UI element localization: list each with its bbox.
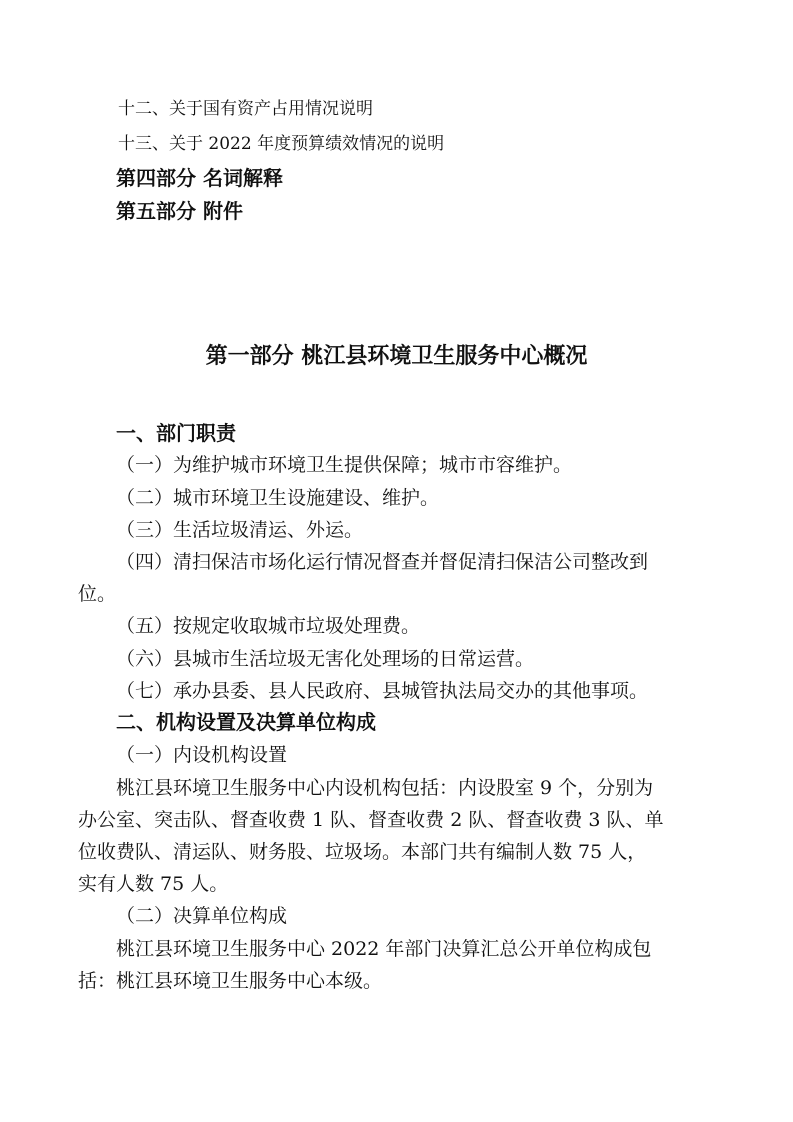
- section-2-heading: 二、机构设置及决算单位构成: [116, 710, 376, 734]
- toc-part-4: 第四部分 名词解释: [116, 166, 283, 190]
- org-para-line-3: 位收费队、清运队、财务股、垃圾场。本部门共有编制人数 75 人，: [78, 841, 647, 863]
- duty-item-4: （四）清扫保洁市场化运行情况督查并督促清扫保洁公司整改到: [116, 551, 649, 573]
- section-1-heading: 一、部门职责: [116, 421, 236, 445]
- duty-item-3: （三）生活垃圾清运、外运。: [116, 519, 364, 541]
- org-para-line-2: 办公室、突击队、督查收费 1 队、督查收费 2 队、督查收费 3 队、单: [78, 809, 664, 831]
- unit-para-line-1: 桃江县环境卫生服务中心 2022 年部门决算汇总公开单位构成包: [116, 938, 652, 960]
- toc-part-5: 第五部分 附件: [116, 199, 243, 223]
- subsection-2-title: （二）决算单位构成: [116, 905, 288, 927]
- duty-item-6: （六）县城市生活垃圾无害化处理场的日常运营。: [116, 648, 535, 670]
- subsection-1-title: （一）内设机构设置: [116, 744, 288, 766]
- toc-item-13: 十三、关于 2022 年度预算绩效情况的说明: [118, 134, 445, 154]
- part-one-title: 第一部分 桃江县环境卫生服务中心概况: [205, 343, 588, 369]
- org-para-line-4: 实有人数 75 人。: [78, 873, 229, 895]
- duty-item-7: （七）承办县委、县人民政府、县城管执法局交办的其他事项。: [116, 680, 649, 702]
- org-para-line-1: 桃江县环境卫生服务中心内设机构包括：内设股室 9 个，分别为: [116, 777, 654, 799]
- duty-item-1: （一）为维护城市环境卫生提供保障；城市市容维护。: [116, 454, 573, 476]
- unit-para-line-2: 括：桃江县环境卫生服务中心本级。: [78, 970, 383, 992]
- duty-item-2: （二）城市环境卫生设施建设、维护。: [116, 487, 440, 509]
- duty-item-4-cont: 位。: [78, 583, 117, 605]
- toc-item-12: 十二、关于国有资产占用情况说明: [118, 99, 373, 119]
- duty-item-5: （五）按规定收取城市垃圾处理费。: [116, 615, 421, 637]
